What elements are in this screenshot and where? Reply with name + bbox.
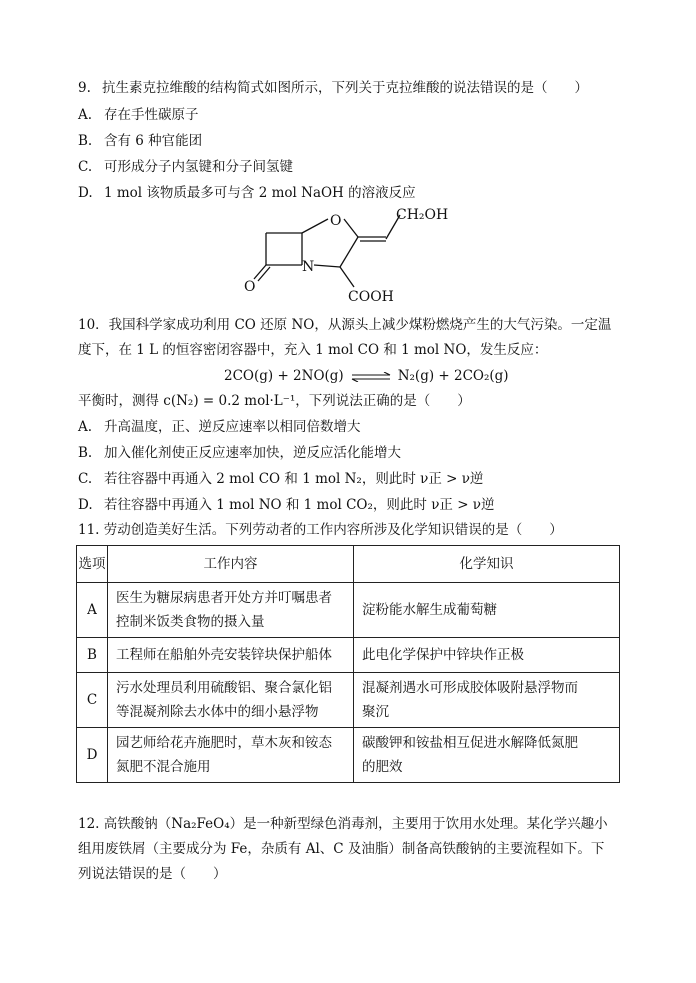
- q11-stem: 11. 劳动创造美好生活。下列劳动者的工作内容所涉及化学知识错误的是（ ）: [78, 522, 563, 538]
- cell-line: 氮肥不混合施用: [116, 759, 211, 775]
- cell-line: 控制米饭类食物的摄入量: [116, 614, 265, 630]
- row-option: C: [77, 673, 108, 728]
- q12-line2: 组用废铁屑（主要成分为 Fe，杂质有 Al、C 及油脂）制备高铁酸钠的主要流程如下。下: [78, 841, 605, 857]
- row-option: A: [77, 583, 108, 638]
- row-chem: [354, 673, 620, 728]
- option-letter: A.: [78, 419, 93, 435]
- q10-option-b: [78, 444, 401, 462]
- nitrogen-label: N: [302, 259, 315, 275]
- row-work: [108, 583, 354, 638]
- equation-right: N₂(g) + 2CO₂(g): [397, 368, 509, 384]
- option-text: 若往容器中再通入 1 mol NO 和 1 mol CO₂，则此时 ν正 > ν逆: [104, 497, 495, 513]
- cooh-label: COOH: [348, 289, 394, 305]
- q9-option-a: [78, 106, 199, 124]
- q9-option-d: [78, 184, 416, 202]
- row-chem: [354, 583, 620, 638]
- row-work: [108, 673, 354, 728]
- cell-line: 医生为糖尿病患者开处方并叮嘱患者: [116, 590, 332, 606]
- option-letter: D.: [78, 497, 93, 513]
- q12-line1: 12. 高铁酸钠（Na₂FeO₄）是一种新型绿色消毒剂，主要用于饮用水处理。某化学兴趣小: [78, 816, 608, 832]
- q9-number: 9.: [78, 80, 91, 96]
- table-row: [77, 673, 620, 728]
- q9-stem-text: 抗生素克拉维酸的结构简式如图所示，下列关于克拉维酸的说法错误的是（ ）: [102, 80, 588, 96]
- row-work: [108, 728, 354, 783]
- cell-line: 淀粉能水解生成葡萄糖: [362, 602, 497, 618]
- header-chem: 化学知识: [354, 546, 620, 583]
- equilibrium-arrow-icon: [350, 372, 392, 382]
- q12-line3: 列说法错误的是（ ）: [78, 866, 227, 882]
- row-option: D: [77, 728, 108, 783]
- option-letter: B.: [78, 445, 93, 461]
- ch2oh-label: CH₂OH: [396, 207, 449, 223]
- row-work: [108, 638, 354, 673]
- row-chem: [354, 638, 620, 673]
- q10-equation: [224, 367, 509, 385]
- table-row: [77, 638, 620, 673]
- cell-line: 园艺师给花卉施肥时，草木灰和铵态: [116, 735, 332, 751]
- cell-line: 污水处理员利用硫酸铝、聚合氯化铝: [116, 680, 332, 696]
- cell-line: 等混凝剂除去水体中的细小悬浮物: [116, 704, 319, 720]
- option-text: 含有 6 种官能团: [104, 133, 203, 149]
- option-text: 若往容器中再通入 2 mol CO 和 1 mol N₂，则此时 ν正 > ν逆: [104, 471, 484, 487]
- q10-equilibrium-line: 平衡时，测得 c(N₂) = 0.2 mol·L⁻¹，下列说法正确的是（ ）: [78, 393, 471, 409]
- table-row: [77, 583, 620, 638]
- cell-line: 工程师在船舶外壳安装锌块保护船体: [116, 647, 332, 663]
- cell-line: 的肥效: [362, 759, 403, 775]
- option-text: 可形成分子内氢键和分子间氢键: [104, 159, 293, 175]
- q9-option-c: [78, 158, 293, 176]
- option-text: 升高温度，正、逆反应速率以相同倍数增大: [104, 419, 361, 435]
- cell-line: 混凝剂遇水可形成胶体吸附悬浮物而: [362, 680, 578, 696]
- cell-line: 碳酸钾和铵盐相互促进水解降低氮肥: [362, 735, 578, 751]
- q10-option-d: [78, 496, 495, 514]
- cell-line: 此电化学保护中锌块作正极: [362, 647, 524, 663]
- header-option: 选项: [77, 546, 108, 583]
- option-letter: B.: [78, 133, 93, 149]
- table-header-row: [77, 546, 620, 583]
- ring-oxygen-label: O: [330, 213, 342, 229]
- q10-option-c: [78, 470, 483, 488]
- header-work: 工作内容: [108, 546, 354, 583]
- table-row: [77, 728, 620, 783]
- option-letter: C.: [78, 159, 93, 175]
- option-text: 加入催化剂使正反应速率加快，逆反应活化能增大: [104, 445, 401, 461]
- option-letter: D.: [78, 185, 93, 201]
- row-option: B: [77, 638, 108, 673]
- clavulanic-acid-structure: [236, 203, 466, 311]
- option-text: 1 mol 该物质最多可与含 2 mol NaOH 的溶液反应: [104, 185, 416, 201]
- cell-line: 聚沉: [362, 704, 389, 720]
- row-chem: [354, 728, 620, 783]
- q11-table: [76, 545, 620, 783]
- q9-stem: [78, 79, 588, 97]
- q10-stem-line1: 10．我国科学家成功利用 CO 还原 NO，从源头上减少煤粉燃烧产生的大气污染。一定温: [78, 317, 612, 333]
- option-letter: C.: [78, 471, 93, 487]
- option-letter: A.: [78, 107, 93, 123]
- q10-stem-line2: 度下，在 1 L 的恒容密闭容器中，充入 1 mol CO 和 1 mol NO，发生反应：: [78, 342, 548, 358]
- equation-left: 2CO(g) + 2NO(g): [224, 368, 344, 384]
- option-text: 存在手性碳原子: [104, 107, 199, 123]
- q10-option-a: [78, 418, 361, 436]
- q9-option-b: [78, 132, 202, 150]
- keto-oxygen-label: O: [244, 279, 256, 295]
